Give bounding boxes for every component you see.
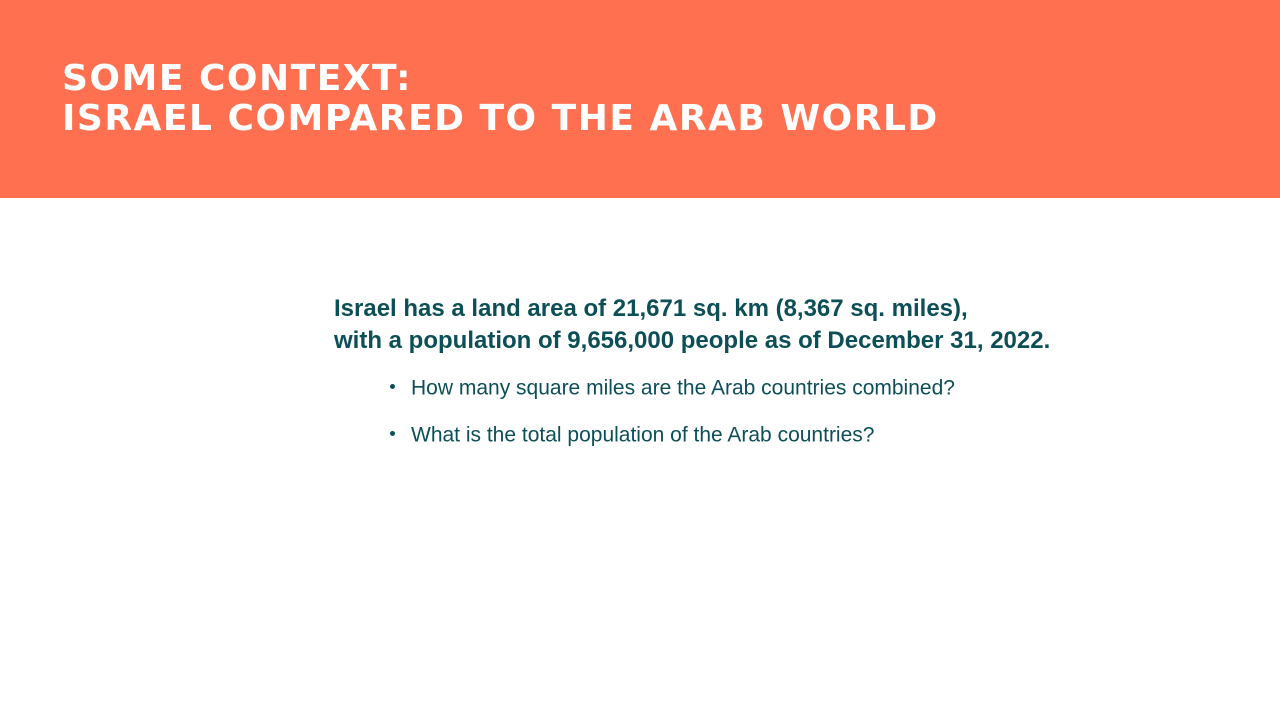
lead-text-line-1: Israel has a land area of 21,671 sq. km (8,367 sq. miles), [334, 295, 968, 322]
bullet-item [390, 420, 874, 450]
bullet-text: What is the total population of the Arab countries? [411, 423, 875, 447]
slide-title-line-2: ISRAEL COMPARED TO THE ARAB WORLD [62, 98, 939, 139]
bullet-dot-icon [390, 384, 395, 389]
bullet-dot-icon [390, 431, 395, 436]
bullet-text: How many square miles are the Arab countries combined? [411, 376, 955, 400]
slide-title-line-1: SOME CONTEXT: [62, 58, 413, 99]
bullet-item [390, 373, 955, 403]
title-banner [0, 0, 1280, 198]
lead-text-line-2: with a population of 9,656,000 people as of December 31, 2022. [334, 327, 1051, 354]
